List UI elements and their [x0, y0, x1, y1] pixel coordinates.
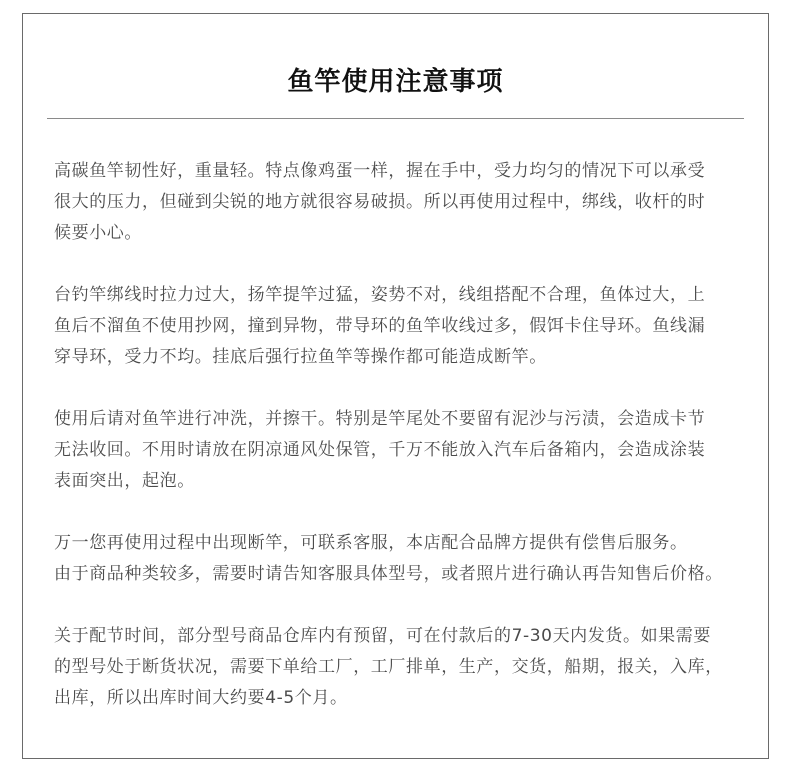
paragraph-care-storage	[54, 404, 758, 497]
paragraph-line: 很大的压力，但碰到尖锐的地方就很容易破损。所以再使用过程中，绑线，收杆的时	[54, 192, 706, 212]
paragraph-line: 使用后请对鱼竿进行冲洗，并擦干。特别是竿尾处不要留有泥沙与污渍，会造成卡节	[54, 409, 706, 429]
paragraph-carbon-rod	[54, 156, 758, 249]
paragraph-line: 万一您再使用过程中出现断竿，可联系客服，本店配合品牌方提供有偿售后服务。	[54, 533, 688, 553]
page-title: 鱼竿使用注意事项	[287, 67, 504, 97]
notice-content	[54, 156, 758, 714]
paragraph-line: 穿导环，受力不均。挂底后强行拉鱼竿等操作都可能造成断竿。	[54, 347, 547, 367]
paragraph-line: 台钓竿绑线时拉力过大，扬竿提竿过猛，姿势不对，线组搭配不合理，鱼体过大，上	[54, 285, 706, 305]
paragraph-line: 表面突出，起泡。	[54, 471, 195, 491]
paragraph-line: 无法收回。不用时请放在阴凉通风处保管，千万不能放入汽车后备箱内，会造成涂装	[54, 440, 706, 460]
paragraph-line: 由于商品种类较多，需要时请告知客服具体型号，或者照片进行确认再告知售后价格。	[54, 564, 723, 584]
paragraph-replacement-time	[54, 621, 758, 714]
paragraph-line: 关于配节时间，部分型号商品仓库内有预留，可在付款后的7-30天内发货。如果需要	[54, 626, 711, 646]
paragraph-line: 高碳鱼竿韧性好，重量轻。特点像鸡蛋一样，握在手中，受力均匀的情况下可以承受	[54, 161, 706, 181]
notice-panel	[22, 13, 769, 759]
paragraph-line: 候要小心。	[54, 223, 142, 243]
paragraph-line: 的型号处于断货状况，需要下单给工厂，工厂排单，生产，交货，船期，报关，入库，	[54, 657, 723, 677]
paragraph-breakage-causes	[54, 280, 758, 373]
title-divider	[47, 118, 744, 119]
paragraph-line: 鱼后不溜鱼不使用抄网，撞到异物，带导环的鱼竿收线过多，假饵卡住导环。鱼线漏	[54, 316, 706, 336]
paragraph-line: 出库，所以出库时间大约要4-5个月。	[54, 688, 348, 708]
paragraph-after-sales	[54, 528, 758, 590]
